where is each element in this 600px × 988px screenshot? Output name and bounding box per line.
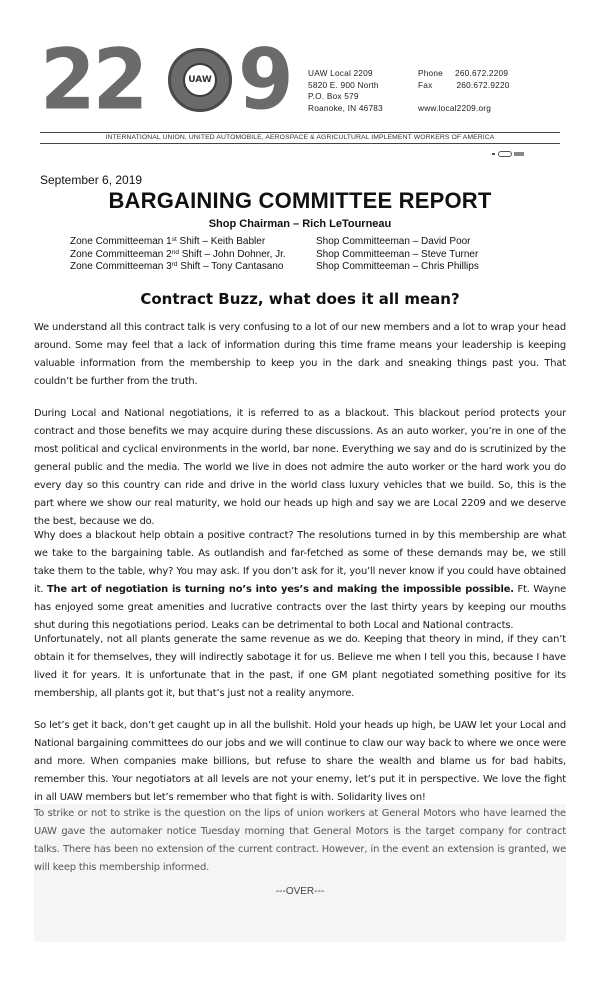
uaw-seal-icon xyxy=(168,48,232,112)
website-row xyxy=(418,103,510,115)
emphasis-text: The art of negotiation is turning no’s into yes’s and making the impossible possible. xyxy=(46,584,514,595)
notice-paragraph: To strike or not to strike is the question on the lips of union workers at General Motors who have learned the UAW gave the automaker notice Tuesday morning that General Motors is the target company for contract talks. There has been no extension of the current contract. However, in the event an extension is granted, we will keep this membership informed. xyxy=(34,808,566,873)
zone-committeeman: Zone Committeeman 2nd Shift – John Dohner, Jr. xyxy=(70,248,286,260)
article-paragraph: Why does a blackout help obtain a positive contract? The resolutions turned in by this membership are what we take to the bargaining table. As outlandish and far-fetched as some of these demands may be, we still take them to the table, why? You may ask. If you don’t ask for it, you’ll never know if you could have obtained it. The art of negotiation is turning no’s into yes’s and making the impossible possible. Ft. Wayne has enjoyed some great amenities and lucrative contracts over the last thirty years by keeping our mouths shut during this negotiations period. Leaks can be detrimental to both Local and National contracts. xyxy=(34,530,566,631)
article-paragraph: So let’s get it back, don’t get caught up in all the bullshit. Hold your heads up high, be UAW let your Local and National bargaining committees do our jobs and we will continue to claw our way back to where we once were and more. When companies make billions, but refuse to share the wealth and blame us for bad habits, remember this. Your negotiators at all levels are not your enemy, let’s put it in perspective. We love the fight in all UAW members but let’s remember who that fight is with. Solidarity lives on! xyxy=(34,720,566,803)
phone-row xyxy=(418,68,510,80)
zone-committeeman: Zone Committeeman 1st Shift – Keith Babler xyxy=(70,236,266,247)
shop-committeeman: Shop Committeeman – Chris Phillips xyxy=(316,261,479,273)
address-line: 5820 E. 900 North xyxy=(308,79,379,90)
local-logo-right: 9 xyxy=(238,30,291,129)
fax-row xyxy=(418,80,510,92)
union-label-icon xyxy=(492,151,528,157)
phone-number: 260.672.2209 xyxy=(455,68,509,78)
zone-committeeman: Zone Committeeman 3rd Shift – Tony Cantasano xyxy=(70,261,284,273)
page-over-marker: ---OVER--- xyxy=(275,886,325,897)
article-paragraph: We understand all this contract talk is very confusing to a lot of our new members and a lot to wrap your head around. Some may feel that a lack of information during this time frame means your leadership is keeping valuable information from the membership to keep you in the dark and sneaking things past you. That couldn’t be further from the truth. xyxy=(34,322,566,387)
uaw-seal-text: UAW xyxy=(183,63,217,97)
union-name-bar: INTERNATIONAL UNION, UNITED AUTOMOBILE, AEROSPACE & AGRICULTURAL IMPLEMENT WORKERS OF AMERICA xyxy=(40,132,560,144)
shop-committeeman: Shop Committeeman – Steve Turner xyxy=(316,248,479,260)
fax-number: 260.672.9220 xyxy=(456,79,510,90)
zone-committeemen-list xyxy=(70,236,286,274)
shop-chairman: Shop Chairman – Rich LeTourneau xyxy=(208,218,392,230)
contact-info xyxy=(418,68,510,114)
report-title: BARGAINING COMMITTEE REPORT xyxy=(108,188,492,213)
address-line: Roanoke, IN 46783 xyxy=(308,102,383,113)
local-logo-left: 22 xyxy=(40,30,146,129)
letterhead xyxy=(40,30,560,141)
website-link: www.local2209.org xyxy=(418,102,492,113)
shop-committeeman: Shop Committeeman – David Poor xyxy=(316,236,471,247)
address-line: P.O. Box 579 xyxy=(308,91,359,102)
mailing-address xyxy=(308,68,383,114)
phone-label: Phone xyxy=(418,68,443,78)
report-date: September 6, 2019 xyxy=(40,173,143,187)
article-headline: Contract Buzz, what does it all mean? xyxy=(140,290,460,308)
article-paragraph: During Local and National negotiations, it is referred to as a blackout. This blackout period protects your contract and those benefits we may acquire during these discussions. As an auto worker, you’re in one of the most political and cyclical environments in the world, bar none. Everything we say and do is scrutinized by the general public and the media. The world we live in does not admire the auto worker or the hard work you do every day so this country can ride and drive in the world class luxury vehicles that we build. So, this is the part where we show our real maturity, we hold our heads up high and say we are Local 2209 and we deserve the best, because we do. xyxy=(34,408,566,527)
shop-committeemen-list xyxy=(316,236,479,274)
fax-label: Fax xyxy=(418,79,433,90)
article-paragraph: Unfortunately, not all plants generate the same revenue as we do. Keeping that theory in mind, if they can’t obtain it for themselves, they will indirectly sabotage it for us. Believe me when I tell you this, because I have lived it for years. It is unfortunate that in the past, if one GM plant negotiated something positive for its membership, all plants got it, but that’s just not a reality anymore. xyxy=(34,634,566,699)
address-line: UAW Local 2209 xyxy=(308,68,373,78)
